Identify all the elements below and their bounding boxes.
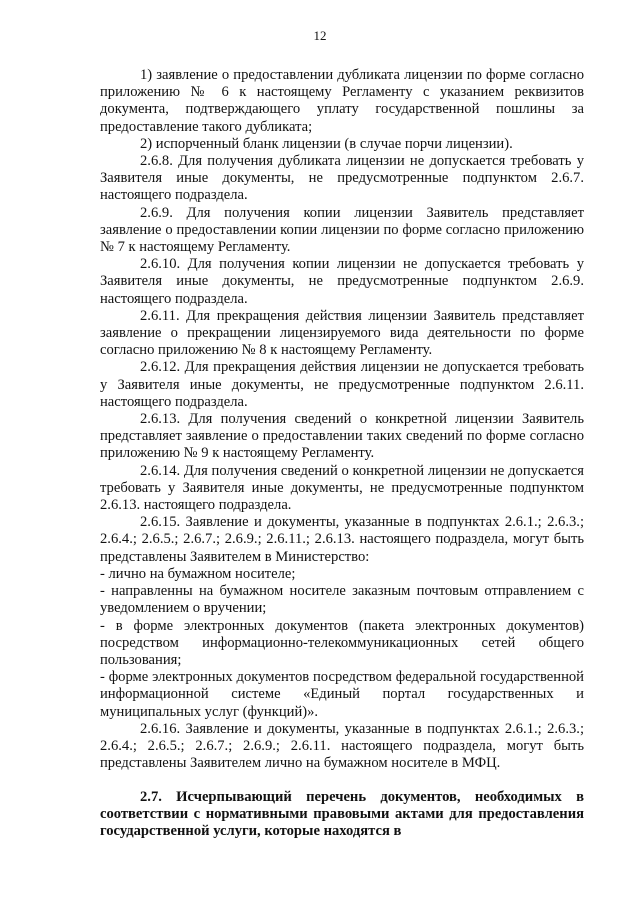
page-number: 12	[313, 28, 327, 43]
section-heading: 2.7. Исчерпывающий перечень документов, необходимых в соответствии с нормативными правовыми актами для предоставления государственной услуги, которые находятся в	[100, 789, 584, 840]
document-body	[100, 67, 584, 772]
paragraph: 2) испорченный бланк лицензии (в случае порчи лицензии).	[140, 135, 513, 152]
list-item: - форме электронных документов посредством федеральной государственной информационной системе «Единый портал государственных и муниципальных услуг (функций)».	[100, 669, 584, 720]
list-item: - направленны на бумажном носителе заказным почтовым отправлением с уведомлением о вручении;	[100, 583, 584, 617]
paragraph: 2.6.13. Для получения сведений о конкретной лицензии Заявитель представляет заявление о предоставлении таких сведений по форме согласно приложению № 9 к настоящему Регламенту.	[100, 411, 584, 462]
paragraph: 2.6.10. Для получения копии лицензии не допускается требовать у Заявителя иные документы, не предусмотренные подпунктом 2.6.9. настоящего подраздела.	[100, 256, 584, 307]
paragraph: 2.6.15. Заявление и документы, указанные в подпунктах 2.6.1.; 2.6.3.; 2.6.4.; 2.6.5.; 2.6.7.; 2.6.9.; 2.6.11.; 2.6.13. настоящего подраздела, могут быть представлены Заявителем в Министерство:	[100, 514, 584, 565]
paragraph: 1) заявление о предоставлении дубликата лицензии по форме согласно приложению № 6 к настоящему Регламенту с указанием реквизитов документа, подтверждающего уплату государственной пошлины за предоставление такого дубликата;	[100, 67, 584, 135]
paragraph: 2.6.12. Для прекращения действия лицензии не допускается требовать у Заявителя иные документы, не предусмотренные подпунктом 2.6.11. настоящего подраздела.	[100, 359, 584, 410]
paragraph: 2.6.14. Для получения сведений о конкретной лицензии не допускается требовать у Заявителя иные документы, не предусмотренные подпунктом 2.6.13. настоящего подраздела.	[100, 462, 584, 514]
list-item: - лично на бумажном носителе;	[100, 565, 296, 582]
paragraph: 2.6.16. Заявление и документы, указанные в подпунктах 2.6.1.; 2.6.3.; 2.6.4.; 2.6.5.; 2.6.7.; 2.6.9.; 2.6.11. настоящего подраздела, могут быть представлены Заявителем лично на бумажном носителе в МФЦ.	[100, 720, 584, 772]
list-item: - в форме электронных документов (пакета электронных документов) посредством информационно-телекоммуникационных сетей общего пользования;	[100, 617, 584, 668]
paragraph: 2.6.9. Для получения копии лицензии Заявитель представляет заявление о предоставлении копии лицензии по форме согласно приложению № 7 к настоящему Регламенту.	[100, 204, 584, 256]
paragraph: 2.6.8. Для получения дубликата лицензии не допускается требовать у Заявителя иные документы, не предусмотренные подпунктом 2.6.7. настоящего подраздела.	[100, 153, 584, 204]
paragraph: 2.6.11. Для прекращения действия лицензии Заявитель представляет заявление о прекращении лицензируемого вида деятельности по форме согласно приложению № 8 к настоящему Регламенту.	[100, 307, 584, 359]
